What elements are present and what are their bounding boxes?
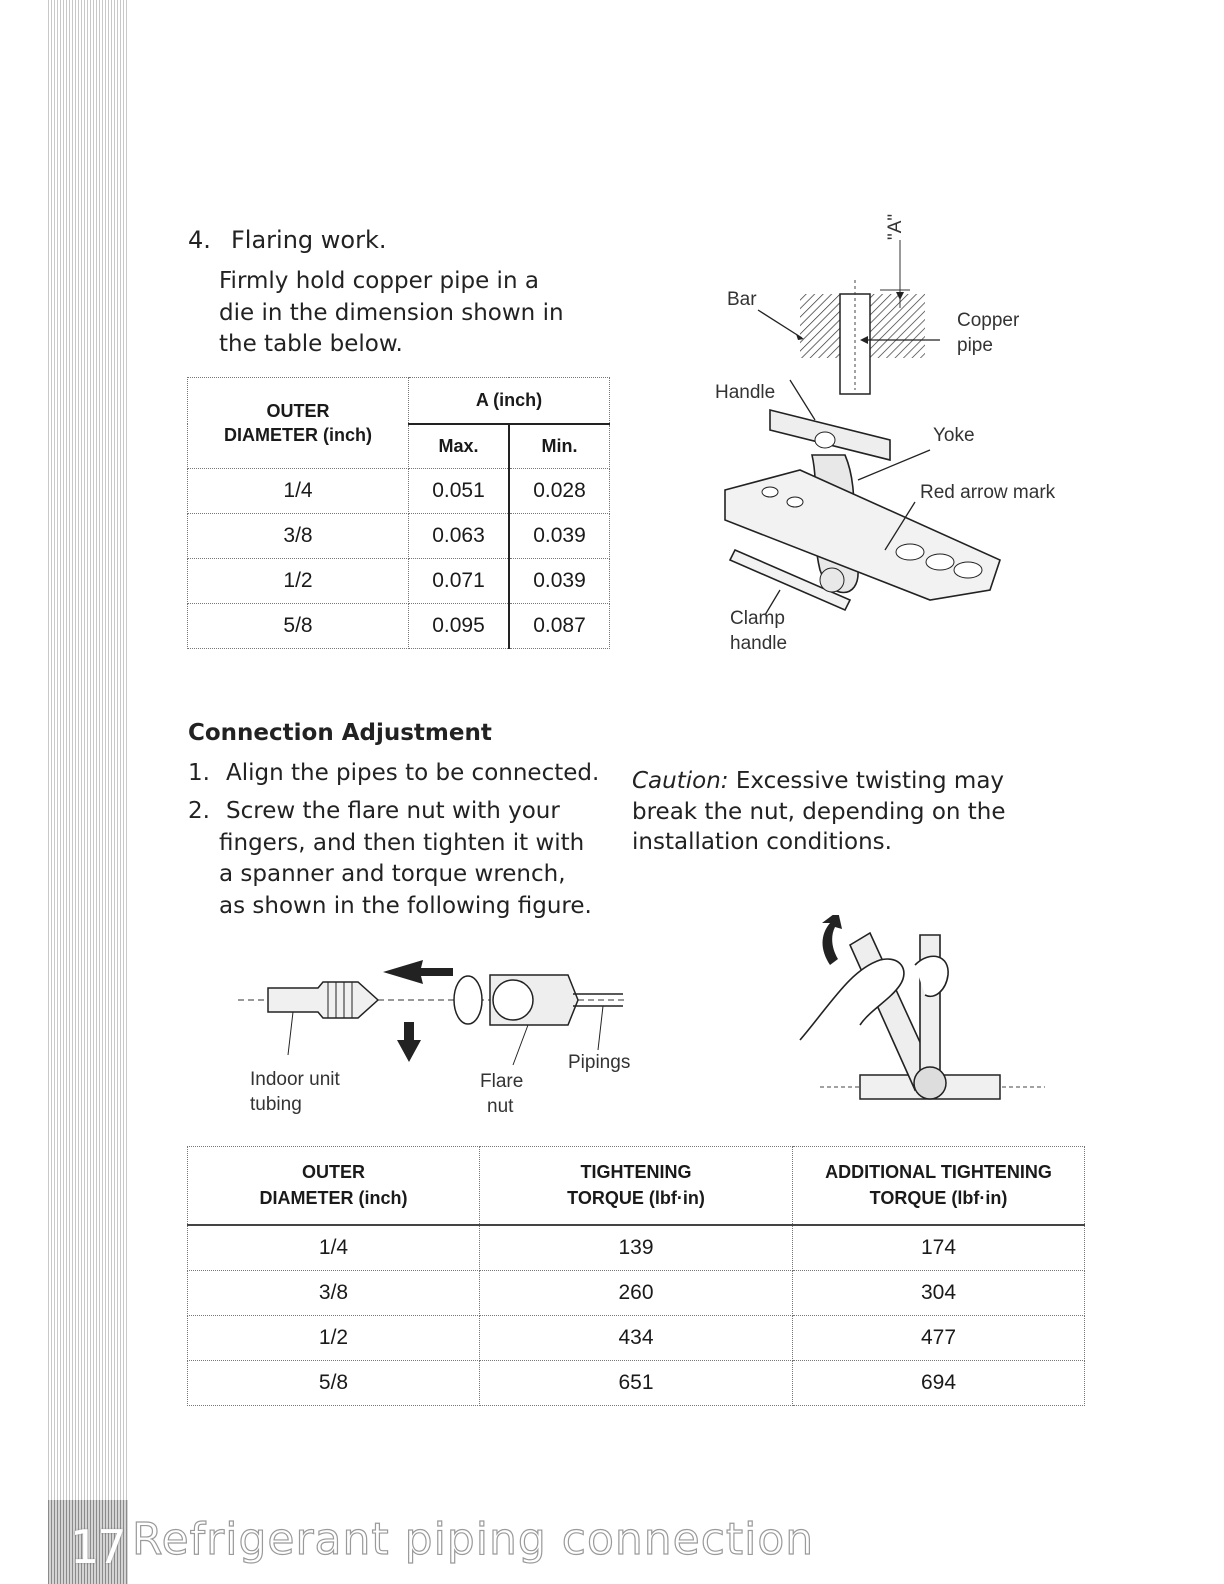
label-flare: Flare <box>480 1071 524 1092</box>
header-a-inch: A (inch) <box>409 378 610 424</box>
section-title: Refrigerant piping connection <box>132 1514 815 1565</box>
page-number: 17 <box>70 1520 125 1574</box>
step-number: 4. <box>188 226 211 254</box>
label-pipings: Pipings <box>568 1052 631 1073</box>
handle-hub <box>815 432 835 448</box>
header-additional-torque: ADDITIONAL TIGHTENING TORQUE (lbf·in) <box>793 1147 1085 1225</box>
label-nut: nut <box>487 1096 514 1117</box>
step2-text: Screw the flare nut with your fingers, and then tighten it with a spanner and torque wrench, as shown in the following figure. <box>219 798 592 919</box>
label-clamp-handle: handle <box>730 633 788 654</box>
label-clamp: Clamp <box>730 608 785 629</box>
direction-arrow <box>383 960 453 984</box>
header-outer-diameter: OUTER DIAMETER (inch) <box>188 1147 480 1225</box>
table-row: 1/2 434 477 <box>188 1316 1085 1361</box>
header-outer-diameter: OUTER DIAMETER (inch) <box>188 378 409 469</box>
flaring-tool-figure <box>700 230 1120 670</box>
header-tightening-torque: TIGHTENING TORQUE (lbf·in) <box>480 1147 793 1225</box>
section-heading: Connection Adjustment <box>188 720 492 746</box>
torque-table <box>187 1146 1085 1406</box>
step2-number: 2. <box>188 798 210 824</box>
instruction-line: Firmly hold copper pipe in a <box>219 268 539 294</box>
label-handle: Handle <box>715 382 776 403</box>
label-bar: Bar <box>727 289 757 310</box>
table-row: 3/8 260 304 <box>188 1271 1085 1316</box>
label-pipe: pipe <box>957 335 993 356</box>
table-row: 1/4 139 174 <box>188 1225 1085 1271</box>
rotation-arrow <box>822 915 842 965</box>
label-a: "A" <box>885 213 906 240</box>
wrench-figure <box>790 915 1060 1120</box>
table-row: 5/8 0.095 0.087 <box>188 604 610 649</box>
instruction-line: the table below. <box>219 331 403 357</box>
table-row: 1/4 0.051 0.028 <box>188 469 610 514</box>
step1-number: 1. <box>188 760 210 786</box>
label-red-arrow-mark: Red arrow mark <box>920 482 1056 503</box>
step-title: Flaring work. <box>231 226 387 254</box>
side-stripe <box>48 0 128 1584</box>
indoor-tubing <box>268 982 378 1018</box>
label-tubing: tubing <box>250 1094 302 1115</box>
flare-dimension-table <box>187 377 610 649</box>
label-indoor-unit: Indoor unit <box>250 1069 340 1090</box>
table-row: 3/8 0.063 0.039 <box>188 514 610 559</box>
header-min: Min. <box>509 424 610 469</box>
table-row: 5/8 651 694 <box>188 1361 1085 1406</box>
die-left-hatch <box>800 294 840 358</box>
down-arrow <box>397 1022 421 1062</box>
die-right-hatch <box>870 294 925 358</box>
step1-text: Align the pipes to be connected. <box>226 760 600 786</box>
flare-ring <box>454 976 482 1024</box>
caution-label: Caution: <box>632 768 729 794</box>
header-max: Max. <box>409 424 510 469</box>
flaring-instructions <box>219 266 564 361</box>
instruction-line: die in the dimension shown in <box>219 299 564 326</box>
label-yoke: Yoke <box>933 425 975 446</box>
label-copper: Copper <box>957 310 1020 331</box>
table-row: 1/2 0.071 0.039 <box>188 559 610 604</box>
caution-note: Caution: Excessive twisting may break the nut, depending on the installation conditions. <box>632 768 1006 855</box>
